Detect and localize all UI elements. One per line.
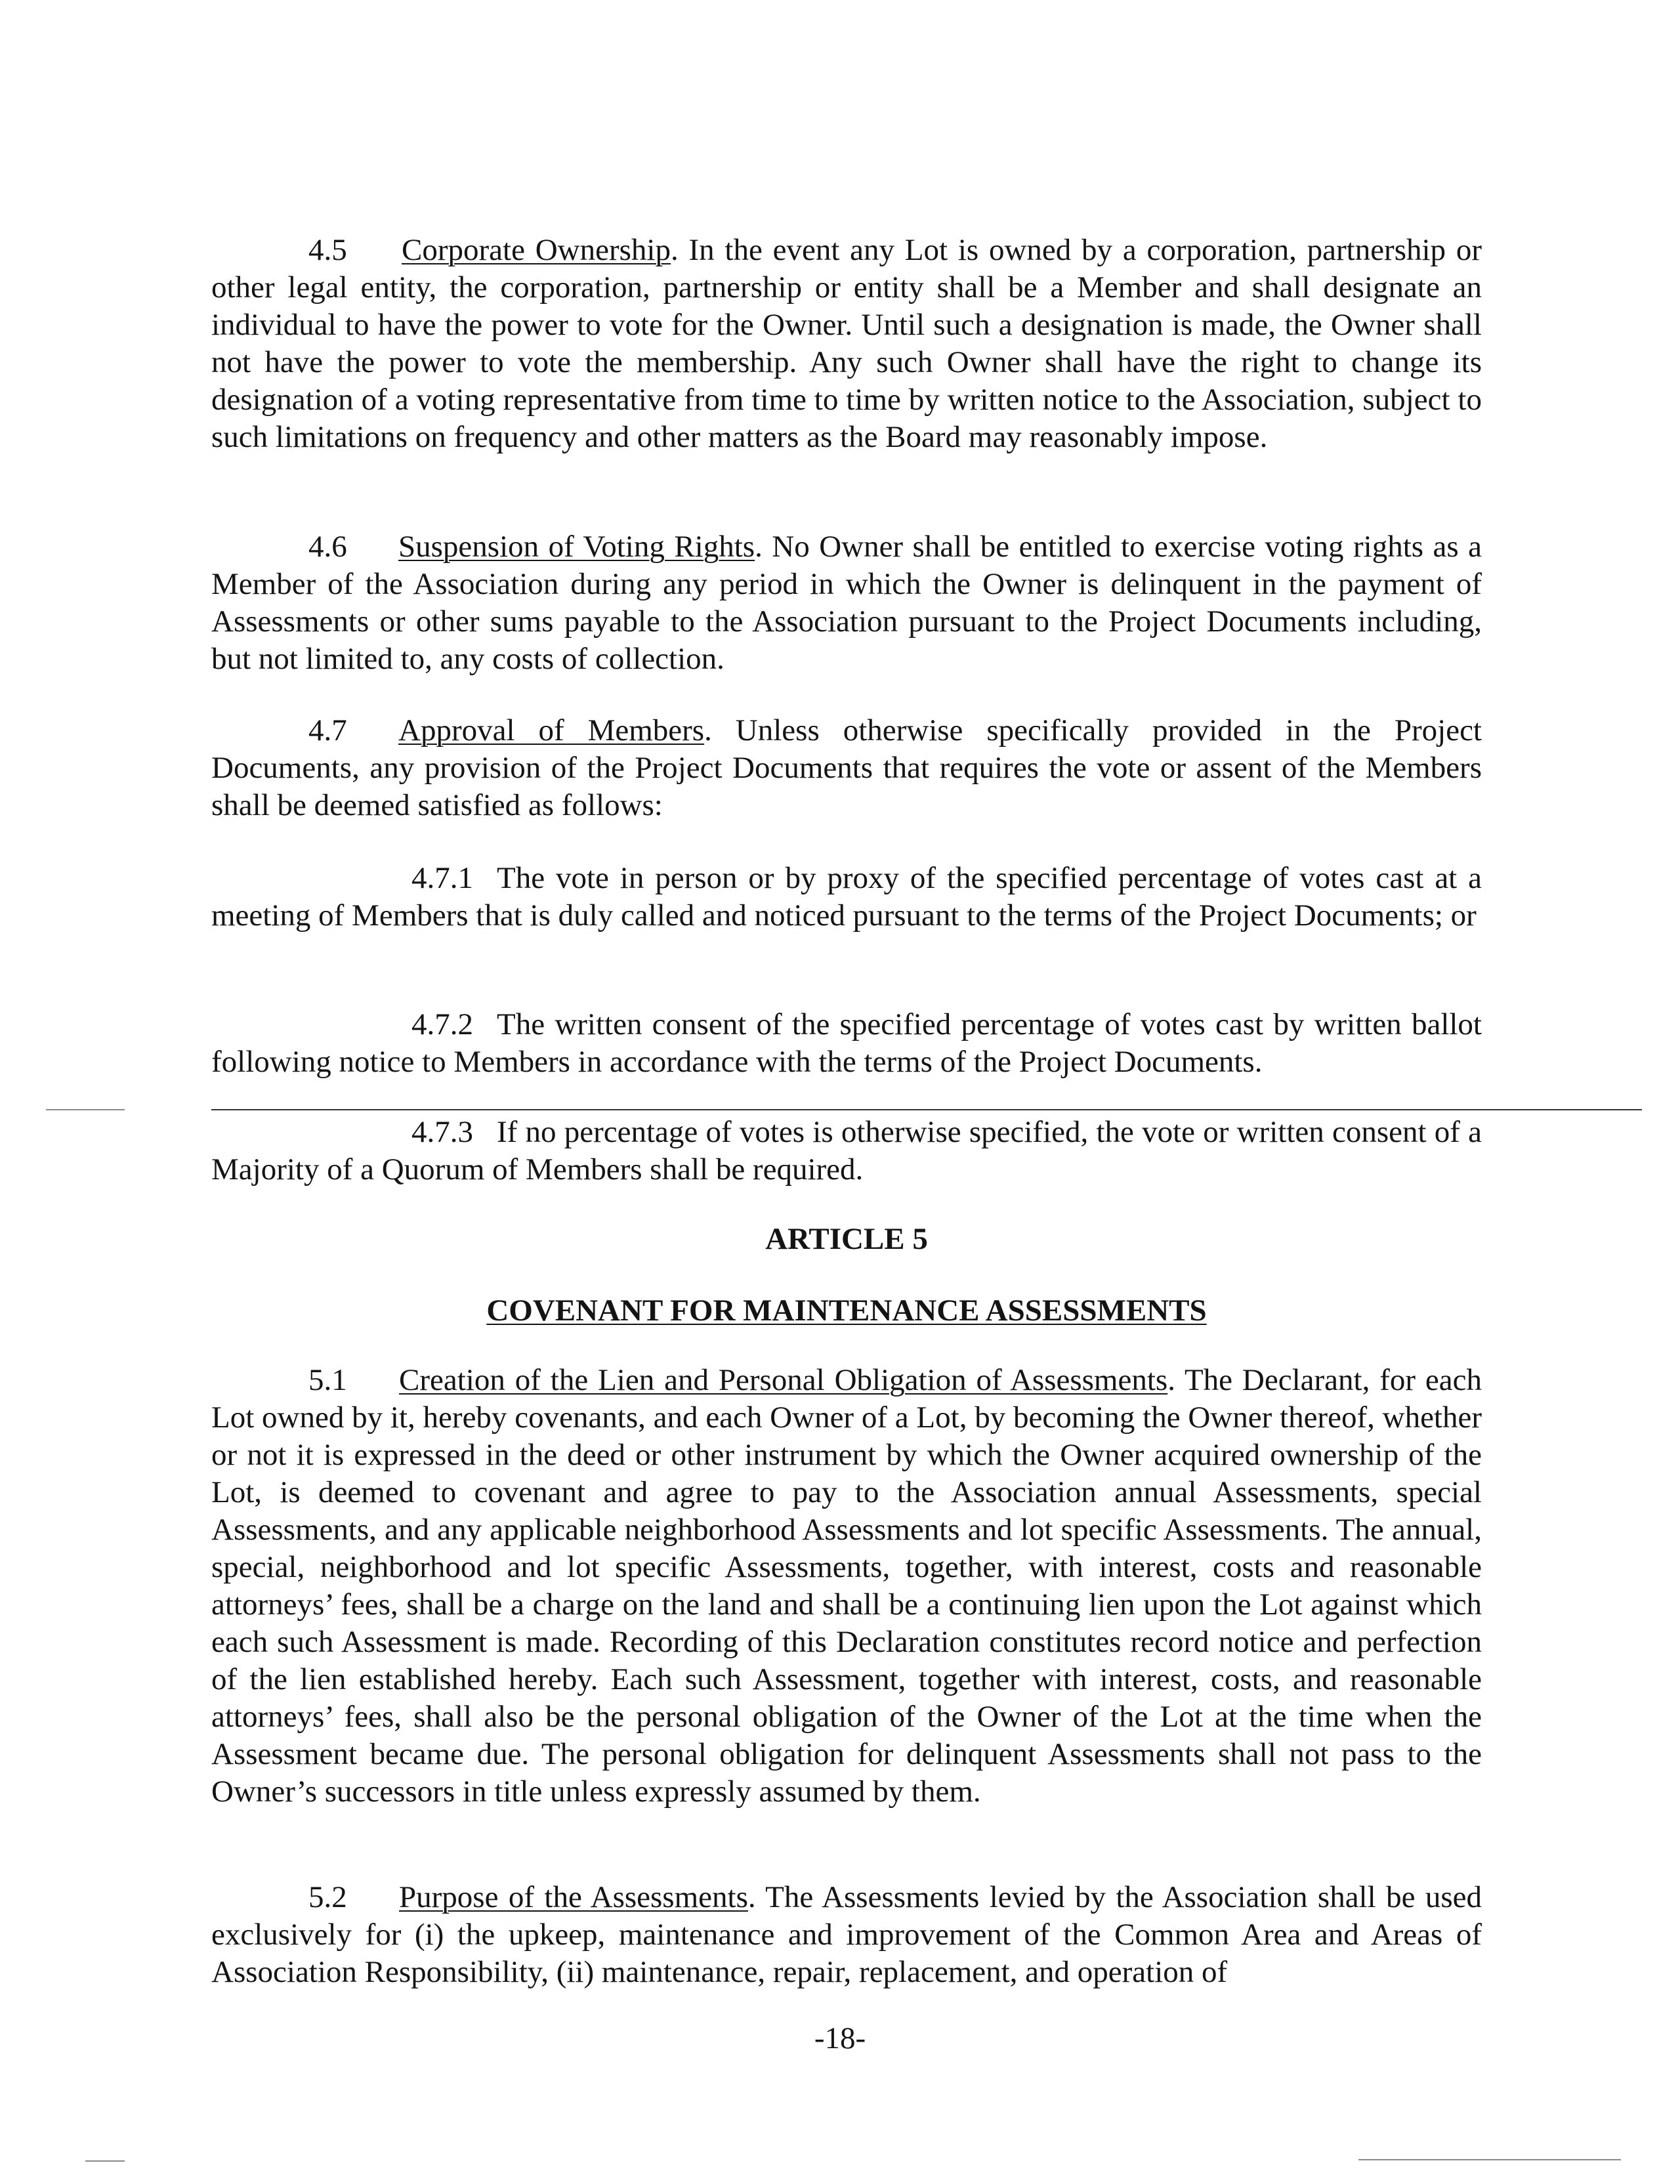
- section-title: Corporate Ownership: [402, 233, 671, 267]
- section-body: If no percentage of votes is otherwise specified, the vote or written consent of a Majority of a Quorum of Members shall be required.: [211, 1115, 1482, 1186]
- section-number: 4.7.2: [411, 1007, 473, 1041]
- scan-artifact-line: [211, 1109, 1642, 1110]
- section-title: Purpose of the Assessments: [399, 1880, 748, 1914]
- section-number: 5.2: [308, 1880, 347, 1914]
- section-number: 4.7.1: [411, 861, 473, 895]
- section-5-2: [211, 1879, 1482, 1991]
- section-number: 4.6: [308, 530, 347, 564]
- section-number: 4.7.3: [411, 1115, 473, 1149]
- section-body: . The Assessments levied by the Association shall be used exclusively for (i) the upkeep, maintenance and improvement of the Common Area and Areas of Association Responsibility, (ii) maintenance, repair, replacement, and operation of: [211, 1880, 1482, 1989]
- section-4-7-1: [211, 860, 1482, 934]
- scan-artifact-speck: [85, 2160, 125, 2162]
- scan-artifact-speck: [46, 1109, 125, 1110]
- section-4-5: [211, 232, 1482, 456]
- section-5-1: [211, 1362, 1482, 1811]
- section-title: Suspension of Voting Rights: [398, 530, 755, 564]
- section-number: 5.1: [308, 1363, 347, 1397]
- section-body: The vote in person or by proxy of the specified percentage of votes cast at a meeting of Members that is duly called and noticed pursuant to the terms of the Project Documents; or: [211, 861, 1482, 933]
- section-title: Creation of the Lien and Personal Obligation of Assessments: [399, 1363, 1168, 1397]
- section-4-7-2: [211, 1006, 1482, 1081]
- section-body: . No Owner shall be entitled to exercise voting rights as a Member of the Association during any period in which the Owner is delinquent in the payment of Assessments or other sums payable to the Association pursuant to the Project Documents including, but not limited to, any costs of collection.: [211, 530, 1482, 676]
- article-title-text: COVENANT FOR MAINTENANCE ASSESSMENTS: [486, 1293, 1207, 1328]
- article-title: [211, 1292, 1482, 1330]
- section-body: . Unless otherwise specifically provided in the Project Documents, any provision of the Project Documents that requires the vote or assent of the Members shall be deemed satisfied as follows:: [211, 713, 1482, 822]
- section-4-7-3: [211, 1114, 1482, 1188]
- page-number: -18-: [814, 2021, 866, 2055]
- section-body: The written consent of the specified percentage of votes cast by written ballot following notice to Members in accordance with the terms of the Project Documents.: [211, 1007, 1482, 1079]
- article-label: ARTICLE 5: [765, 1222, 928, 1256]
- section-number: 4.5: [308, 233, 347, 267]
- section-title: Approval of Members: [398, 713, 705, 747]
- section-4-7: [211, 712, 1482, 824]
- section-body: . In the event any Lot is owned by a corporation, partnership or other legal entity, the corporation, partnership or entity shall be a Member and shall designate an individual to have the power to vote for the Owner. Until such a designation is made, the Owner shall not have the power to vote the membership. Any such Owner shall have the right to change its designation of a voting representative from time to time by written notice to the Association, subject to such limitations on frequency and other matters as the Board may reasonably impose.: [211, 233, 1482, 454]
- section-4-6: [211, 528, 1482, 678]
- section-body: . The Declarant, for each Lot owned by it, hereby covenants, and each Owner of a Lot, by becoming the Owner thereof, whether or not it is expressed in the deed or other instrument by which the Owner acquired ownership of the Lot, is deemed to covenant and agree to pay to the Association annual Assessments, special Assessments, and any applicable neighborhood Assessments and lot specific Assessments. The annual, special, neighborhood and lot specific Assessments, together, with interest, costs and reasonable attorneys’ fees, shall be a charge on the land and shall be a continuing lien upon the Lot against which each such Assessment is made. Recording of this Declaration constitutes record notice and perfection of the lien established hereby. Each such Assessment, together with interest, costs, and reasonable attorneys’ fees, shall also be the personal obligation of the Owner of the Lot at the time when the Assessment became due. The personal obligation for delinquent Assessments shall not pass to the Owner’s successors in title unless expressly assumed by them.: [211, 1363, 1482, 1809]
- scan-artifact-speck: [1358, 2159, 1621, 2160]
- section-number: 4.7: [308, 713, 347, 747]
